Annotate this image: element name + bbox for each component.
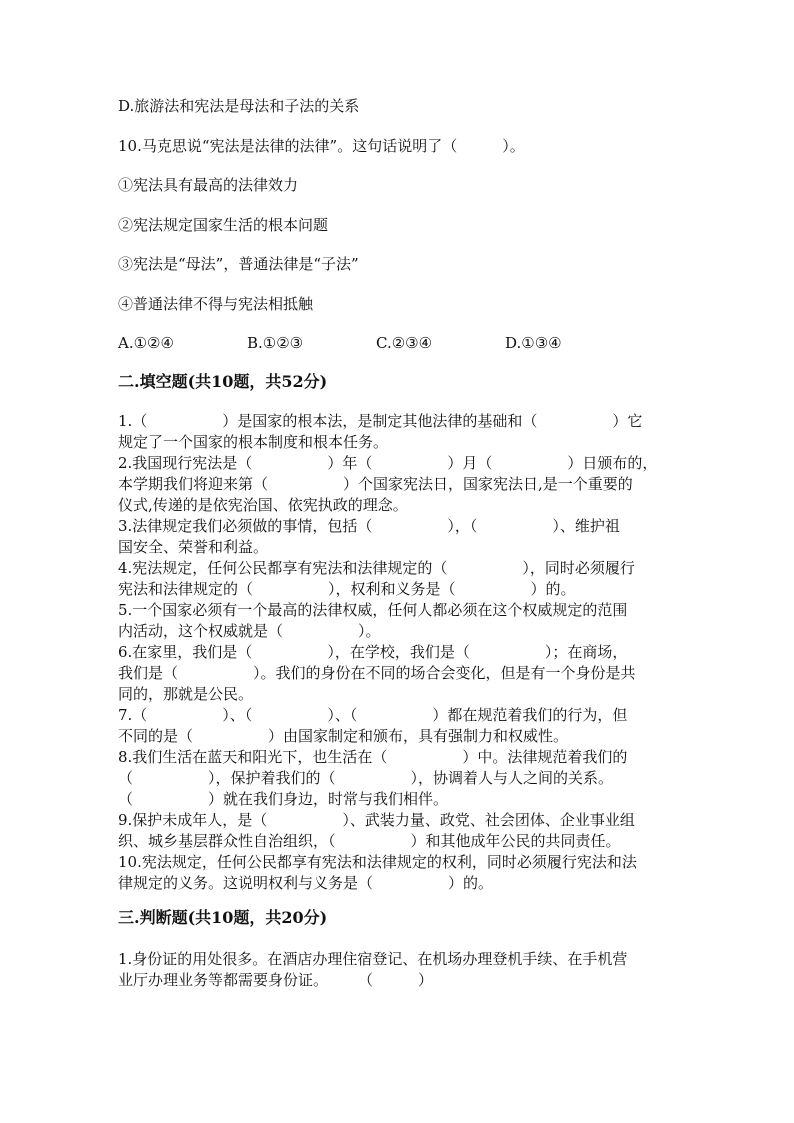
fill-line: 同的，那就是公民。 — [118, 685, 254, 703]
fill-line: 1.（ ）是国家的根本法，是制定其他法律的基础和（ ）它 — [118, 412, 643, 430]
fill-line: （ ），保护着我们的（ ），协调着人与人之间的关系。 — [118, 769, 614, 787]
fill-line: 国安全、荣誉和利益。 — [118, 538, 269, 556]
fill-line: 3.法律规定我们必须做的事情，包括（ ），（ ）、维护祖 — [118, 517, 620, 535]
fill-line: 8.我们生活在蓝天和阳光下，也生活在（ ）中。法律规范着我们的 — [118, 748, 628, 766]
fill-line: 不同的是（ ）由国家制定和颁布，具有强制力和权威性。 — [118, 727, 569, 745]
fill-line: 7.（ ）、（ ）、（ ）都在规范着我们的行为，但 — [118, 706, 628, 724]
q10-stem: 10.马克思说“宪法是法律的法律”。这句话说明了（ ）。 — [118, 137, 525, 155]
fill-line: 2.我国现行宪法是（ ）年（ ）月（ ）日颁布的， — [118, 454, 658, 472]
fill-line: 9.保护未成年人，是（ ）、武装力量、政党、社会团体、企业事业组 — [118, 811, 635, 829]
section-2-heading: 二.填空题(共10题，共52分) — [118, 372, 328, 391]
judge-line: 1.身份证的用处很多。在酒店办理住宿登记、在机场办理登机手续、在手机营 — [118, 950, 628, 968]
fill-line: 6.在家里，我们是（ ），在学校，我们是（ ）；在商场， — [118, 643, 628, 661]
q10-statement-2: ②宪法规定国家生活的根本问题 — [118, 216, 329, 234]
q10-option-b: B.①②③ — [247, 334, 304, 352]
q9-option-d: D.旅游法和宪法是母法和子法的关系 — [118, 97, 360, 115]
fill-line: 仪式,传递的是依宪治国、依宪执政的理念。 — [118, 496, 408, 514]
fill-line: 4.宪法规定，任何公民都享有宪法和法律规定的（ ），同时必须履行 — [118, 559, 635, 577]
fill-line: 5.一个国家必须有一个最高的法律权威，任何人都必须在这个权威规定的范围 — [118, 601, 628, 619]
section-3-heading: 三.判断题(共10题，共20分) — [118, 908, 328, 927]
q10-statement-3: ③宪法是“母法”，普通法律是“子法” — [118, 255, 359, 273]
q10-option-a: A.①②④ — [118, 334, 174, 352]
fill-line: 宪法和法律规定的（ ），权利和义务是（ ）的。 — [118, 580, 576, 598]
fill-line: 内活动，这个权威就是（ ）。 — [118, 622, 381, 640]
q10-option-c: C.②③④ — [376, 334, 433, 352]
fill-line: 10.宪法规定，任何公民都享有宪法和法律规定的权利，同时必须履行宪法和法 — [118, 853, 637, 871]
judge-line: 业厅办理业务等都需要身份证。 （ ） — [118, 971, 434, 989]
fill-line: （ ）就在我们身边，时常与我们相伴。 — [118, 790, 449, 808]
fill-line: 律规定的义务。这说明权利与义务是（ ）的。 — [118, 874, 494, 892]
fill-line: 我们是（ ）。我们的身份在不同的场合会变化，但是有一个身份是共 — [118, 664, 636, 682]
q10-statement-1: ①宪法具有最高的法律效力 — [118, 176, 299, 194]
fill-line: 规定了一个国家的根本制度和根本任务。 — [118, 433, 389, 451]
q10-option-d: D.①③④ — [505, 334, 562, 352]
fill-line: 织、城乡基层群众性自治组织，（ ）和其他成年公民的共同责任。 — [118, 832, 621, 850]
q10-options — [118, 333, 634, 354]
fill-line: 本学期我们将迎来第（ ）个国家宪法日，国家宪法日,是一个重要的 — [118, 475, 633, 493]
q10-statement-4: ④普通法律不得与宪法相抵触 — [118, 295, 314, 313]
